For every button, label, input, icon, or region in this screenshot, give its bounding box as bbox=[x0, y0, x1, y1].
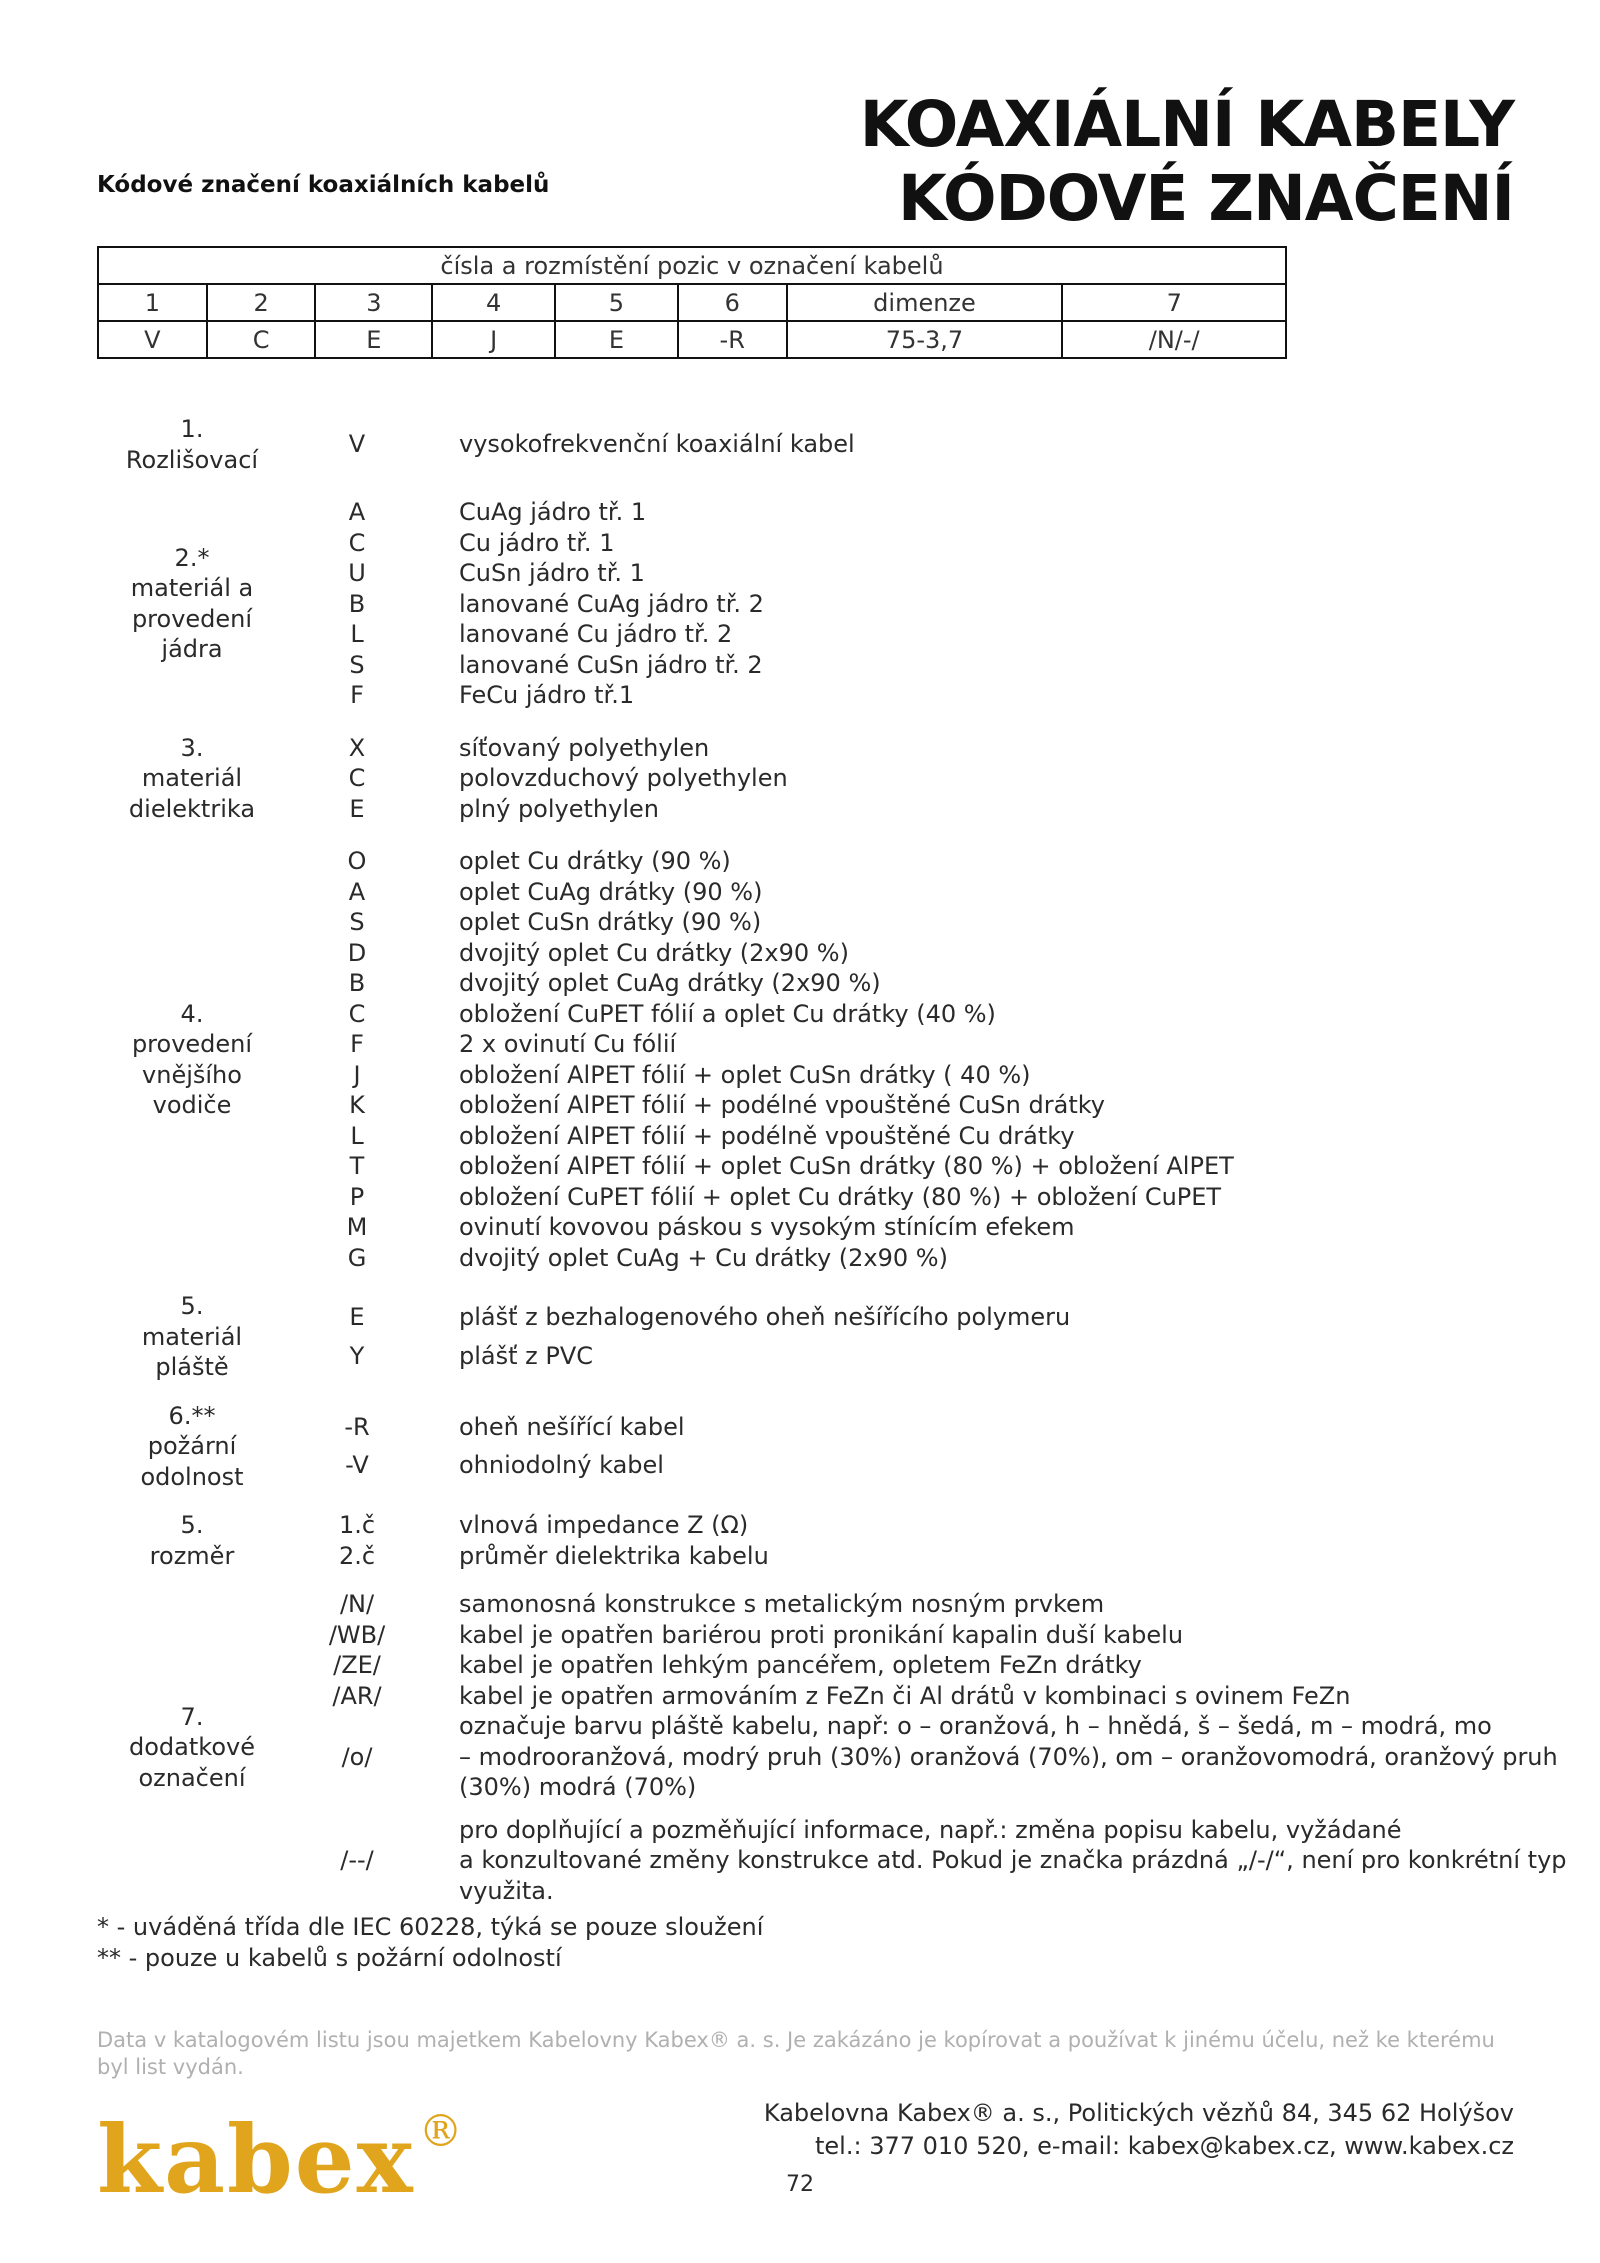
table-cell: 2 bbox=[207, 284, 316, 321]
description-line: ohniodolný kabel bbox=[459, 1451, 664, 1480]
description-line: obložení CuPET fólií a oplet Cu drátky (40 %) bbox=[459, 999, 996, 1028]
list-item bbox=[287, 1212, 1517, 1243]
section-label bbox=[97, 1510, 287, 1571]
list-item bbox=[287, 1341, 1517, 1372]
code-letter: F bbox=[350, 681, 364, 709]
logo-text: kabex bbox=[97, 2105, 415, 2215]
section-rows bbox=[287, 1412, 1517, 1481]
code-letter: 1.č bbox=[338, 1511, 376, 1539]
description-line: lanované CuSn jádro tř. 2 bbox=[459, 650, 763, 679]
code-description bbox=[427, 1681, 1567, 1712]
section-label bbox=[97, 999, 287, 1121]
description-line: (30%) modrá (70%) bbox=[459, 1773, 697, 1801]
section-label-line: rozměr bbox=[149, 1541, 235, 1570]
table-cell: 6 bbox=[678, 284, 787, 321]
list-item bbox=[287, 794, 1517, 825]
section-label bbox=[97, 543, 287, 665]
section-label-line: 1. bbox=[180, 415, 204, 443]
description-line: obložení AlPET fólií + podélné vpouštěné CuSn drátky bbox=[459, 1091, 1105, 1119]
description-line: dvojitý oplet CuAg drátky (2x90 %) bbox=[459, 969, 881, 997]
legend-section bbox=[97, 1510, 1517, 1571]
code-description bbox=[427, 999, 1517, 1030]
code-description bbox=[427, 733, 1517, 764]
code-description bbox=[427, 1711, 1567, 1803]
code-description bbox=[427, 528, 1517, 559]
section-rows bbox=[287, 1302, 1517, 1371]
description-line: obložení AlPET fólií + podélně vpouštěné Cu drátky bbox=[459, 1121, 1075, 1150]
code-letter: A bbox=[348, 877, 366, 906]
title-line-1: KOAXIÁLNÍ KABELY bbox=[859, 88, 1514, 161]
subtitle: Kódové značení koaxiálních kabelů bbox=[97, 172, 550, 198]
table-positions-row bbox=[98, 284, 1286, 321]
section-rows bbox=[287, 497, 1517, 711]
table-cell: E bbox=[315, 321, 432, 358]
description-line: označuje barvu pláště kabelu, např: o – oranžová, h – hnědá, š – šedá, m – modrá, mo bbox=[459, 1712, 1492, 1740]
footnote: * - uváděná třída dle IEC 60228, týká se pouze sloužení bbox=[97, 1913, 764, 1941]
list-item bbox=[287, 938, 1517, 969]
list-item bbox=[287, 1711, 1567, 1803]
code-letter: A bbox=[348, 498, 366, 526]
description-line: využita. bbox=[459, 1876, 554, 1905]
list-item bbox=[287, 1029, 1517, 1060]
code-letter: U bbox=[348, 559, 366, 587]
description-line: lanované Cu jádro tř. 2 bbox=[459, 620, 733, 648]
code-letter: -V bbox=[345, 1451, 369, 1480]
description-line: samonosná konstrukce s metalickým nosným prvkem bbox=[459, 1590, 1105, 1618]
section-label-line: 5. bbox=[180, 1511, 204, 1539]
section-label-line: označení bbox=[138, 1763, 246, 1792]
code-description bbox=[427, 763, 1517, 794]
description-line: dvojitý oplet Cu drátky (2x90 %) bbox=[459, 938, 849, 967]
legend-section bbox=[97, 414, 1517, 475]
description-line: CuAg jádro tř. 1 bbox=[459, 498, 647, 526]
description-line: vlnová impedance Z (Ω) bbox=[459, 1511, 749, 1539]
section-label bbox=[97, 733, 287, 825]
code-letter: K bbox=[349, 1091, 365, 1119]
table-cell: 75-3,7 bbox=[787, 321, 1063, 358]
section-label-line: Rozlišovací bbox=[125, 445, 259, 474]
code-description bbox=[427, 1650, 1567, 1681]
code-letter: D bbox=[347, 938, 367, 967]
list-item bbox=[287, 763, 1517, 794]
registered-mark: ® bbox=[418, 2106, 465, 2157]
disclaimer: Data v katalogovém listu jsou majetkem Kabelovny Kabex® a. s. Je zakázáno je kopírovat a používat k jinému účelu, než ke kterému byl list vydán. bbox=[97, 2028, 1495, 2079]
list-item bbox=[287, 429, 1517, 460]
list-item bbox=[287, 589, 1517, 620]
description-line: plášť z PVC bbox=[459, 1341, 594, 1370]
section-label-line: jádra bbox=[161, 635, 223, 664]
footnotes bbox=[97, 1912, 1517, 1973]
section-rows bbox=[287, 733, 1517, 825]
code-description bbox=[427, 1412, 1517, 1443]
table-cell: V bbox=[98, 321, 207, 358]
code-letter: B bbox=[348, 969, 366, 997]
code-letter: C bbox=[348, 999, 366, 1028]
description-line: plášť z bezhalogenového oheň nešířícího polymeru bbox=[459, 1303, 1071, 1332]
description-line: pro doplňující a pozměňující informace, např.: změna popisu kabelu, vyžádané bbox=[459, 1815, 1402, 1844]
list-item bbox=[287, 1681, 1567, 1712]
list-item bbox=[287, 1243, 1517, 1274]
code-description bbox=[427, 650, 1517, 681]
code-description bbox=[427, 1212, 1517, 1243]
list-item bbox=[287, 846, 1517, 877]
list-item bbox=[287, 1182, 1517, 1213]
code-description bbox=[427, 429, 1517, 460]
code-description bbox=[427, 1090, 1517, 1121]
contact-address: Kabelovna Kabex® a. s., Politických vězňů 84, 345 62 Holýšov bbox=[763, 2099, 1514, 2127]
list-item bbox=[287, 528, 1517, 559]
code-description bbox=[427, 1510, 1517, 1541]
description-line: vysokofrekvenční koaxiální kabel bbox=[459, 430, 855, 459]
section-label-line: 3. bbox=[180, 733, 204, 762]
table-cell: J bbox=[432, 321, 555, 358]
code-letter: 2.č bbox=[338, 1541, 376, 1570]
code-letter: C bbox=[348, 528, 366, 557]
code-letter: /--/ bbox=[340, 1846, 374, 1874]
description-line: CuSn jádro tř. 1 bbox=[459, 559, 645, 587]
description-line: obložení CuPET fólií + oplet Cu drátky (80 %) + obložení CuPET bbox=[459, 1182, 1222, 1211]
code-description bbox=[427, 1029, 1517, 1060]
list-item bbox=[287, 733, 1517, 764]
legend-section bbox=[97, 846, 1517, 1273]
code-letter: E bbox=[349, 794, 365, 823]
code-letter: P bbox=[349, 1182, 365, 1211]
section-label-line: provedení bbox=[131, 604, 253, 633]
description-line: obložení AlPET fólií + oplet CuSn drátky (80 %) + obložení AlPET bbox=[459, 1152, 1234, 1180]
code-description bbox=[427, 1815, 1567, 1907]
list-item bbox=[287, 619, 1517, 650]
code-description bbox=[427, 1151, 1517, 1182]
section-label-line: požární bbox=[147, 1432, 237, 1460]
section-label-line: 4. bbox=[180, 999, 204, 1028]
page-title bbox=[860, 88, 1514, 236]
footnote: ** - pouze u kabelů s požární odolností bbox=[97, 1943, 562, 1972]
section-label-line: vnějšího bbox=[142, 1060, 242, 1089]
table-caption-row bbox=[98, 247, 1286, 284]
page-number: 72 bbox=[786, 2172, 814, 2197]
code-description bbox=[427, 1589, 1567, 1620]
code-letter: V bbox=[348, 430, 366, 459]
code-description bbox=[427, 619, 1517, 650]
list-item bbox=[287, 558, 1517, 589]
section-label bbox=[97, 1291, 287, 1383]
table-cell: E bbox=[555, 321, 678, 358]
code-letter: C bbox=[348, 764, 366, 792]
code-letter: O bbox=[347, 847, 367, 875]
section-label-line: 2.* bbox=[174, 543, 210, 572]
list-item bbox=[287, 1412, 1517, 1443]
description-line: lanované CuAg jádro tř. 2 bbox=[459, 589, 764, 618]
description-line: plný polyethylen bbox=[459, 794, 659, 823]
legend-section bbox=[97, 1589, 1567, 1906]
section-label-line: dodatkové bbox=[129, 1733, 255, 1762]
list-item bbox=[287, 999, 1517, 1030]
description-line: obložení AlPET fólií + oplet CuSn drátky ( 40 %) bbox=[459, 1060, 1031, 1089]
table-cell: 3 bbox=[315, 284, 432, 321]
list-item bbox=[287, 1302, 1517, 1333]
code-letter: X bbox=[348, 733, 366, 762]
list-item bbox=[287, 650, 1517, 681]
description-line: síťovaný polyethylen bbox=[459, 733, 710, 762]
description-line: 2 x ovinutí Cu fólií bbox=[459, 1030, 677, 1058]
code-description bbox=[427, 589, 1517, 620]
list-item bbox=[287, 968, 1517, 999]
description-line: FeCu jádro tř.1 bbox=[459, 681, 635, 709]
section-label bbox=[97, 414, 287, 475]
code-description bbox=[427, 497, 1517, 528]
code-description bbox=[427, 1243, 1517, 1274]
section-label-line: vodiče bbox=[152, 1091, 232, 1119]
section-rows bbox=[287, 1589, 1567, 1906]
description-line: kabel je opatřen armováním z FeZn či Al drátů v kombinaci s ovinem FeZn bbox=[459, 1681, 1351, 1710]
list-item bbox=[287, 1060, 1517, 1091]
list-item bbox=[287, 1151, 1517, 1182]
code-letter: /AR/ bbox=[332, 1681, 382, 1710]
legend-section bbox=[97, 1291, 1517, 1383]
list-item bbox=[287, 1510, 1517, 1541]
description-line: polovzduchový polyethylen bbox=[459, 764, 788, 792]
description-line: oplet Cu drátky (90 %) bbox=[459, 847, 731, 875]
list-item bbox=[287, 877, 1517, 908]
section-label-line: materiál bbox=[141, 764, 243, 792]
table-cell: -R bbox=[678, 321, 787, 358]
code-description bbox=[427, 1450, 1517, 1481]
section-rows bbox=[287, 1510, 1517, 1571]
contact-phone-email: tel.: 377 010 520, e-mail: kabex@kabex.cz, www.kabex.cz bbox=[815, 2132, 1514, 2160]
code-description bbox=[427, 1541, 1517, 1572]
section-label bbox=[97, 1401, 287, 1493]
section-label-line: provedení bbox=[131, 1030, 253, 1058]
list-item bbox=[287, 907, 1517, 938]
code-letter: B bbox=[348, 589, 366, 618]
description-line: průměr dielektrika kabelu bbox=[459, 1541, 769, 1570]
description-line: Cu jádro tř. 1 bbox=[459, 528, 615, 557]
code-description bbox=[427, 907, 1517, 938]
code-description bbox=[427, 794, 1517, 825]
section-label-line: 7. bbox=[180, 1702, 204, 1731]
title-line-2: KÓDOVÉ ZNAČENÍ bbox=[897, 162, 1514, 235]
company-contact bbox=[764, 2097, 1514, 2163]
description-line: oheň nešířící kabel bbox=[459, 1412, 685, 1441]
list-item bbox=[287, 497, 1517, 528]
code-description bbox=[427, 938, 1517, 969]
code-letter: /o/ bbox=[341, 1742, 373, 1771]
code-description bbox=[427, 877, 1517, 908]
code-positions-table bbox=[97, 246, 1287, 359]
list-item bbox=[287, 1541, 1517, 1572]
section-label-line: 6.** bbox=[168, 1401, 216, 1430]
code-letter: /WB/ bbox=[328, 1620, 386, 1649]
list-item bbox=[287, 1121, 1517, 1152]
code-description bbox=[427, 1060, 1517, 1091]
description-line: – modrooranžová, modrý pruh (30%) oranžová (70%), om – oranžovomodrá, oranžový pruh bbox=[459, 1742, 1558, 1771]
section-rows bbox=[287, 846, 1517, 1273]
code-letter: S bbox=[349, 650, 365, 679]
code-description bbox=[427, 846, 1517, 877]
list-item bbox=[287, 680, 1517, 711]
code-letter: /N/ bbox=[339, 1590, 375, 1618]
code-description bbox=[427, 1302, 1517, 1333]
section-rows bbox=[287, 429, 1517, 460]
code-letter: S bbox=[349, 908, 365, 936]
legend-sections bbox=[97, 414, 1567, 1906]
code-legend bbox=[97, 396, 1567, 1973]
section-label-line: materiál a bbox=[130, 574, 254, 603]
code-letter: T bbox=[349, 1152, 365, 1180]
list-item bbox=[287, 1589, 1567, 1620]
table-cell: C bbox=[207, 321, 316, 358]
description-line: kabel je opatřen lehkým pancéřem, opletem FeZn drátky bbox=[459, 1651, 1142, 1679]
legend-section bbox=[97, 497, 1517, 711]
description-line: oplet CuSn drátky (90 %) bbox=[459, 908, 762, 936]
list-item bbox=[287, 1650, 1567, 1681]
code-description bbox=[427, 558, 1517, 589]
list-item bbox=[287, 1090, 1517, 1121]
code-description bbox=[427, 680, 1517, 711]
section-label-line: materiál bbox=[141, 1322, 243, 1351]
table-cell: 7 bbox=[1062, 284, 1286, 321]
table-values-row bbox=[98, 321, 1286, 358]
table-caption: čísla a rozmístění pozic v označení kabelů bbox=[98, 247, 1286, 284]
code-letter: /ZE/ bbox=[333, 1651, 381, 1679]
code-letter: Y bbox=[349, 1341, 365, 1370]
description-line: oplet CuAg drátky (90 %) bbox=[459, 877, 763, 906]
list-item bbox=[287, 1620, 1567, 1651]
table-cell: 5 bbox=[555, 284, 678, 321]
table-cell: /N/-/ bbox=[1062, 321, 1286, 358]
list-item bbox=[287, 1815, 1567, 1907]
section-label-line: odolnost bbox=[140, 1462, 244, 1491]
code-letter: M bbox=[346, 1213, 368, 1241]
code-letter: G bbox=[347, 1243, 367, 1272]
section-label-line: dielektrika bbox=[128, 794, 256, 823]
table-cell: 4 bbox=[432, 284, 555, 321]
description-line: a konzultované změny konstrukce atd. Pokud je značka prázdná „/-/“, není pro konkrétní typ bbox=[459, 1846, 1567, 1874]
section-label-line: pláště bbox=[155, 1353, 229, 1381]
code-letter: J bbox=[353, 1060, 361, 1089]
list-item bbox=[287, 1450, 1517, 1481]
description-line: kabel je opatřen bariérou proti pronikání kapalin duší kabelu bbox=[459, 1620, 1184, 1649]
table-cell: 1 bbox=[98, 284, 207, 321]
code-description bbox=[427, 1182, 1517, 1213]
code-letter: L bbox=[350, 1121, 364, 1150]
code-letter: -R bbox=[344, 1412, 370, 1441]
legend-section bbox=[97, 1401, 1517, 1493]
description-line: dvojitý oplet CuAg + Cu drátky (2x90 %) bbox=[459, 1243, 948, 1272]
code-letter: L bbox=[350, 620, 364, 648]
description-line: ovinutí kovovou páskou s vysokým stínícím efekem bbox=[459, 1213, 1075, 1241]
table-cell: dimenze bbox=[787, 284, 1063, 321]
code-description bbox=[427, 1121, 1517, 1152]
section-label-line: 5. bbox=[180, 1292, 204, 1320]
section-label bbox=[97, 1702, 287, 1794]
code-description bbox=[427, 968, 1517, 999]
code-letter: F bbox=[350, 1030, 364, 1058]
legend-section bbox=[97, 733, 1517, 825]
code-description bbox=[427, 1341, 1517, 1372]
code-description bbox=[427, 1620, 1567, 1651]
code-letter: E bbox=[349, 1303, 365, 1332]
